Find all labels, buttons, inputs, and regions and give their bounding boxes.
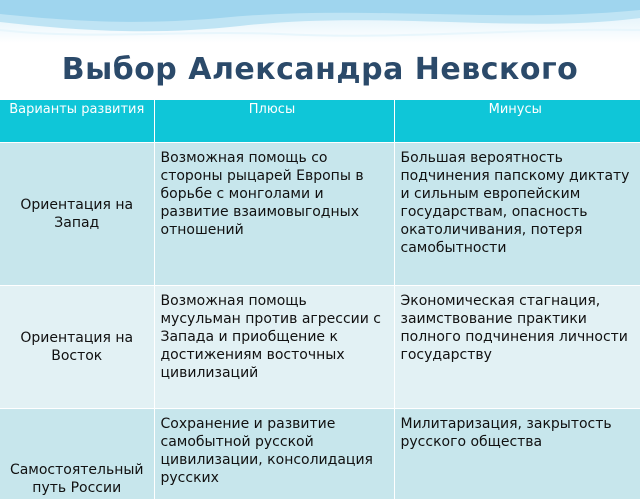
header-pros: Плюсы (154, 100, 394, 143)
row-cons: Большая вероятность подчинения папскому диктату и сильным европейским государствам, опасность окатоличивания, потеря самобытности (394, 143, 640, 286)
table-row (0, 143, 640, 286)
table-header-row (0, 100, 640, 143)
decorative-wave-header (0, 0, 640, 50)
header-variants: Варианты развития (0, 100, 154, 143)
row-cons: Милитаризация, закрытость русского общества (394, 409, 640, 500)
table-row (0, 409, 640, 500)
row-variant: Самостоятельный путь России (0, 409, 154, 500)
row-variant: Ориентация на Запад (0, 143, 154, 286)
row-pros: Возможная помощь мусульман против агрессии с Запада и приобщение к достижениям восточных цивилизаций (154, 286, 394, 409)
comparison-table (0, 100, 640, 500)
row-pros: Сохранение и развитие самобытной русской цивилизации, консолидация русских (154, 409, 394, 500)
row-cons: Экономическая стагнация, заимствование практики полного подчинения личности государству (394, 286, 640, 409)
row-variant: Ориентация на Восток (0, 286, 154, 409)
table-row (0, 286, 640, 409)
row-pros: Возможная помощь со стороны рыцарей Европы в борьбе с монголами и развитие взаимовыгодных отношений (154, 143, 394, 286)
page-title: Выбор Александра Невского (61, 52, 579, 87)
header-cons: Минусы (394, 100, 640, 143)
